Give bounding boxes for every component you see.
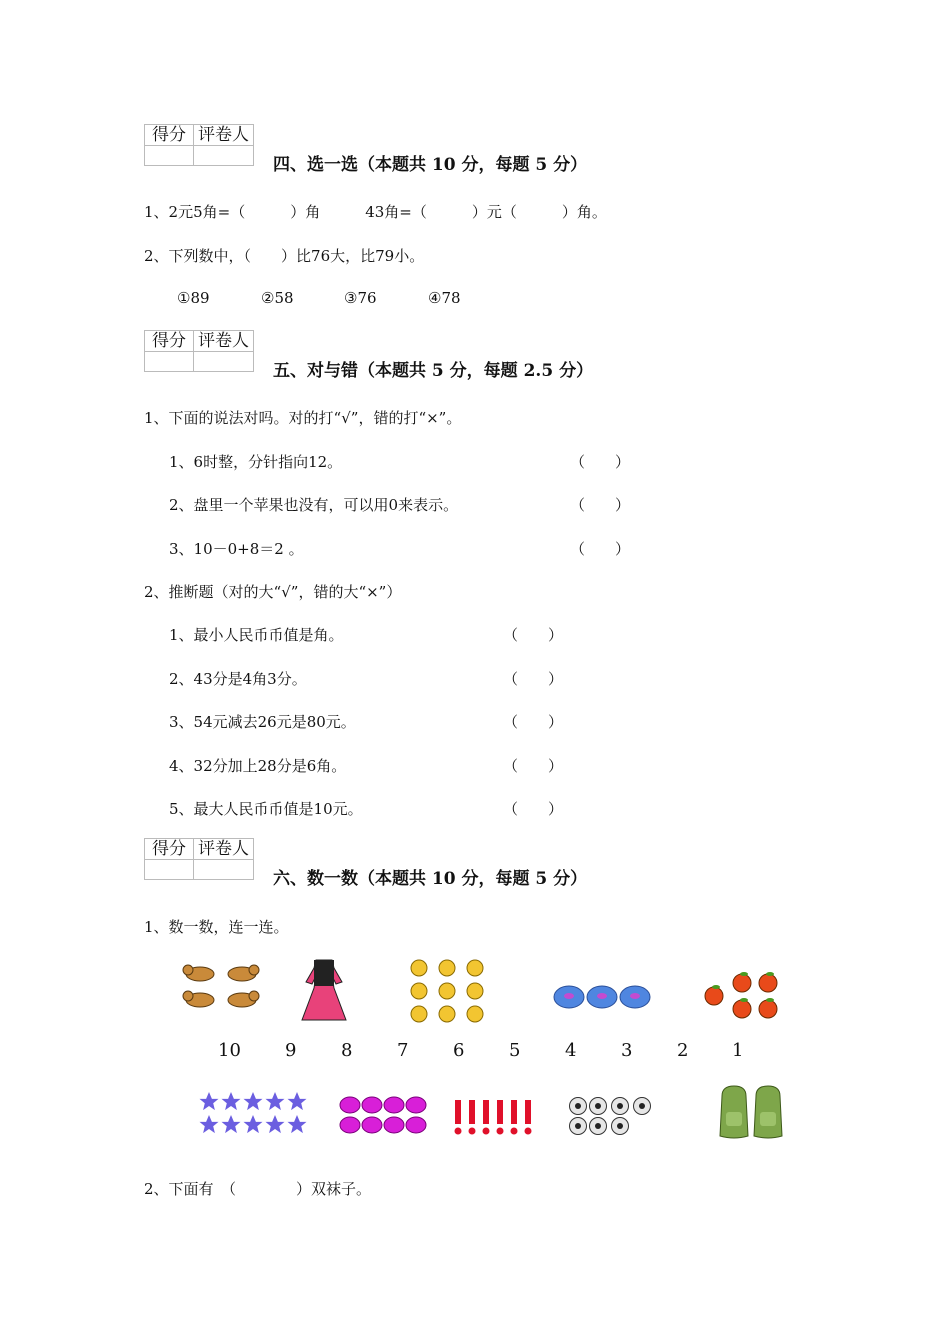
section-title: 五、对与错（本题共 5 分，每题 2.5 分） (273, 361, 594, 381)
answer-blank[interactable]: （ ） (503, 800, 564, 818)
bowl-group-icon[interactable] (553, 982, 651, 1012)
count-number[interactable]: 5 (509, 1040, 521, 1061)
dog-group-icon[interactable] (180, 960, 264, 1016)
score-box (144, 838, 254, 880)
question: 2、推断题（对的大“√”，错的大“×”） (144, 583, 402, 601)
option: ①89 (177, 289, 210, 307)
statement: 1、6时整，分针指向12。 (169, 453, 343, 471)
star-group-icon[interactable] (198, 1090, 310, 1138)
score-label: 得分 (145, 331, 194, 351)
section-title: 六、数一数（本题共 10 分，每题 5 分） (273, 869, 588, 889)
answer-blank[interactable]: （ ） (570, 496, 631, 514)
chick-group-icon[interactable] (405, 958, 491, 1024)
dress-icon[interactable] (300, 958, 348, 1022)
apple-group-icon[interactable] (700, 970, 784, 1022)
statement: 4、32分加上28分是6角。 (169, 757, 347, 775)
answer-blank[interactable]: （ ） (503, 670, 564, 688)
answer-blank[interactable]: （ ） (503, 626, 564, 644)
grader-label: 评卷人 (198, 839, 249, 859)
option: ②58 (261, 289, 294, 307)
option: ③76 (344, 289, 377, 307)
question: 1、2元5角=（ ）角 43角=（ ）元（ ）角。 (144, 203, 607, 221)
soccer-ball-group-icon[interactable] (568, 1096, 652, 1136)
statement: 2、盘里一个苹果也没有，可以用0来表示。 (169, 496, 459, 514)
answer-blank[interactable]: （ ） (503, 713, 564, 731)
count-number[interactable]: 7 (397, 1040, 409, 1061)
score-label: 得分 (145, 125, 194, 145)
exclamation-group-icon[interactable] (451, 1098, 537, 1136)
count-number[interactable]: 10 (218, 1040, 241, 1061)
grader-label: 评卷人 (198, 125, 249, 145)
count-number[interactable]: 2 (677, 1040, 689, 1061)
dot-group-icon[interactable] (338, 1094, 428, 1136)
count-number[interactable]: 4 (565, 1040, 577, 1061)
count-number[interactable]: 3 (621, 1040, 633, 1061)
question: 2、下列数中，（ ）比76大，比79小。 (144, 247, 425, 265)
score-label: 得分 (145, 839, 194, 859)
option: ④78 (428, 289, 461, 307)
answer-blank[interactable]: （ ） (570, 453, 631, 471)
statement: 5、最大人民币币值是10元。 (169, 800, 363, 818)
question: 1、下面的说法对吗。对的打“√”，错的打“×”。 (144, 409, 462, 427)
statement: 1、最小人民币币值是角。 (169, 626, 344, 644)
answer-blank[interactable]: （ ） (503, 757, 564, 775)
statement: 2、43分是4角3分。 (169, 670, 307, 688)
statement: 3、54元减去26元是80元。 (169, 713, 356, 731)
answer-blank[interactable]: （ ） (570, 540, 631, 558)
count-number[interactable]: 8 (341, 1040, 353, 1061)
question: 1、数一数，连一连。 (144, 918, 289, 936)
count-number[interactable]: 1 (732, 1040, 744, 1061)
statement: 3、10－0+8＝2 。 (169, 540, 304, 558)
count-number[interactable]: 9 (285, 1040, 297, 1061)
score-box (144, 330, 254, 372)
question: 2、下面有 （ ）双袜子。 (144, 1180, 372, 1198)
score-box (144, 124, 254, 166)
count-number[interactable]: 6 (453, 1040, 465, 1061)
backpack-group-icon[interactable] (716, 1084, 788, 1140)
section-title: 四、选一选（本题共 10 分，每题 5 分） (273, 155, 588, 175)
grader-label: 评卷人 (198, 331, 249, 351)
